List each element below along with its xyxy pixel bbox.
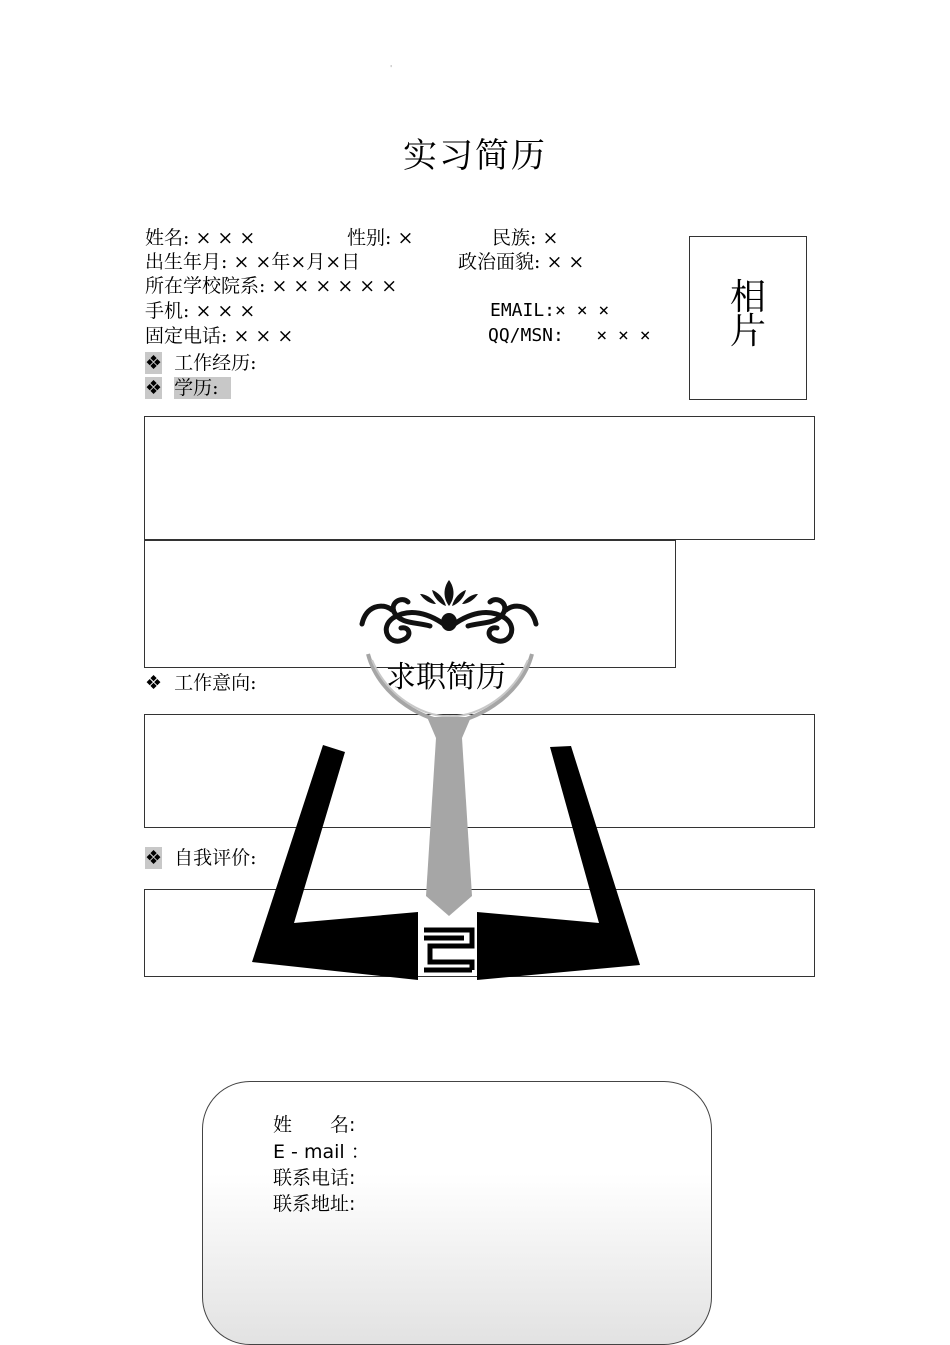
photo-label-2: 片 [729, 311, 766, 352]
card-email-label: E - mail ： [273, 1141, 370, 1163]
section-label: 工作经历: [174, 352, 257, 374]
cover-title: 求职简历 [386, 660, 506, 695]
bullet-icon: ❖ [145, 672, 163, 694]
school-field: 所在学校院系: × × × × × × [145, 275, 398, 297]
gender-field: 性别: × [347, 227, 414, 249]
email-field: EMAIL:× × × [490, 300, 610, 321]
ethnicity-field: 民族: × [492, 227, 559, 249]
phone-field: 固定电话: × × × [145, 325, 294, 347]
card-phone-label: 联系电话: [273, 1167, 356, 1189]
bullet-icon: ❖ [145, 847, 163, 869]
page-mark: ' [390, 64, 393, 73]
name-field: 姓名: × × × [145, 227, 256, 249]
photo-label-1: 相 [729, 277, 766, 318]
belt-buckle-icon [424, 930, 472, 970]
suit-left-arm [252, 745, 418, 980]
birth-field: 出生年月: × ×年×月×日 [145, 251, 361, 273]
tie-icon [426, 717, 472, 916]
suit-right-arm [477, 746, 640, 980]
page-title: 实习简历 [403, 136, 547, 176]
section-label: 学历: [174, 377, 230, 399]
qq-field: QQ/MSN: × × × [488, 325, 651, 346]
bullet-icon: ❖ [145, 352, 163, 374]
card-name-label: 姓 名: [273, 1114, 356, 1136]
section-label: 工作意向: [174, 672, 257, 694]
mobile-field: 手机: × × × [145, 300, 256, 322]
bullet-icon: ❖ [145, 377, 163, 399]
politics-field: 政治面貌: × × [458, 251, 585, 273]
section-label: 自我评价: [174, 847, 257, 869]
card-address-label: 联系地址: [273, 1193, 356, 1215]
